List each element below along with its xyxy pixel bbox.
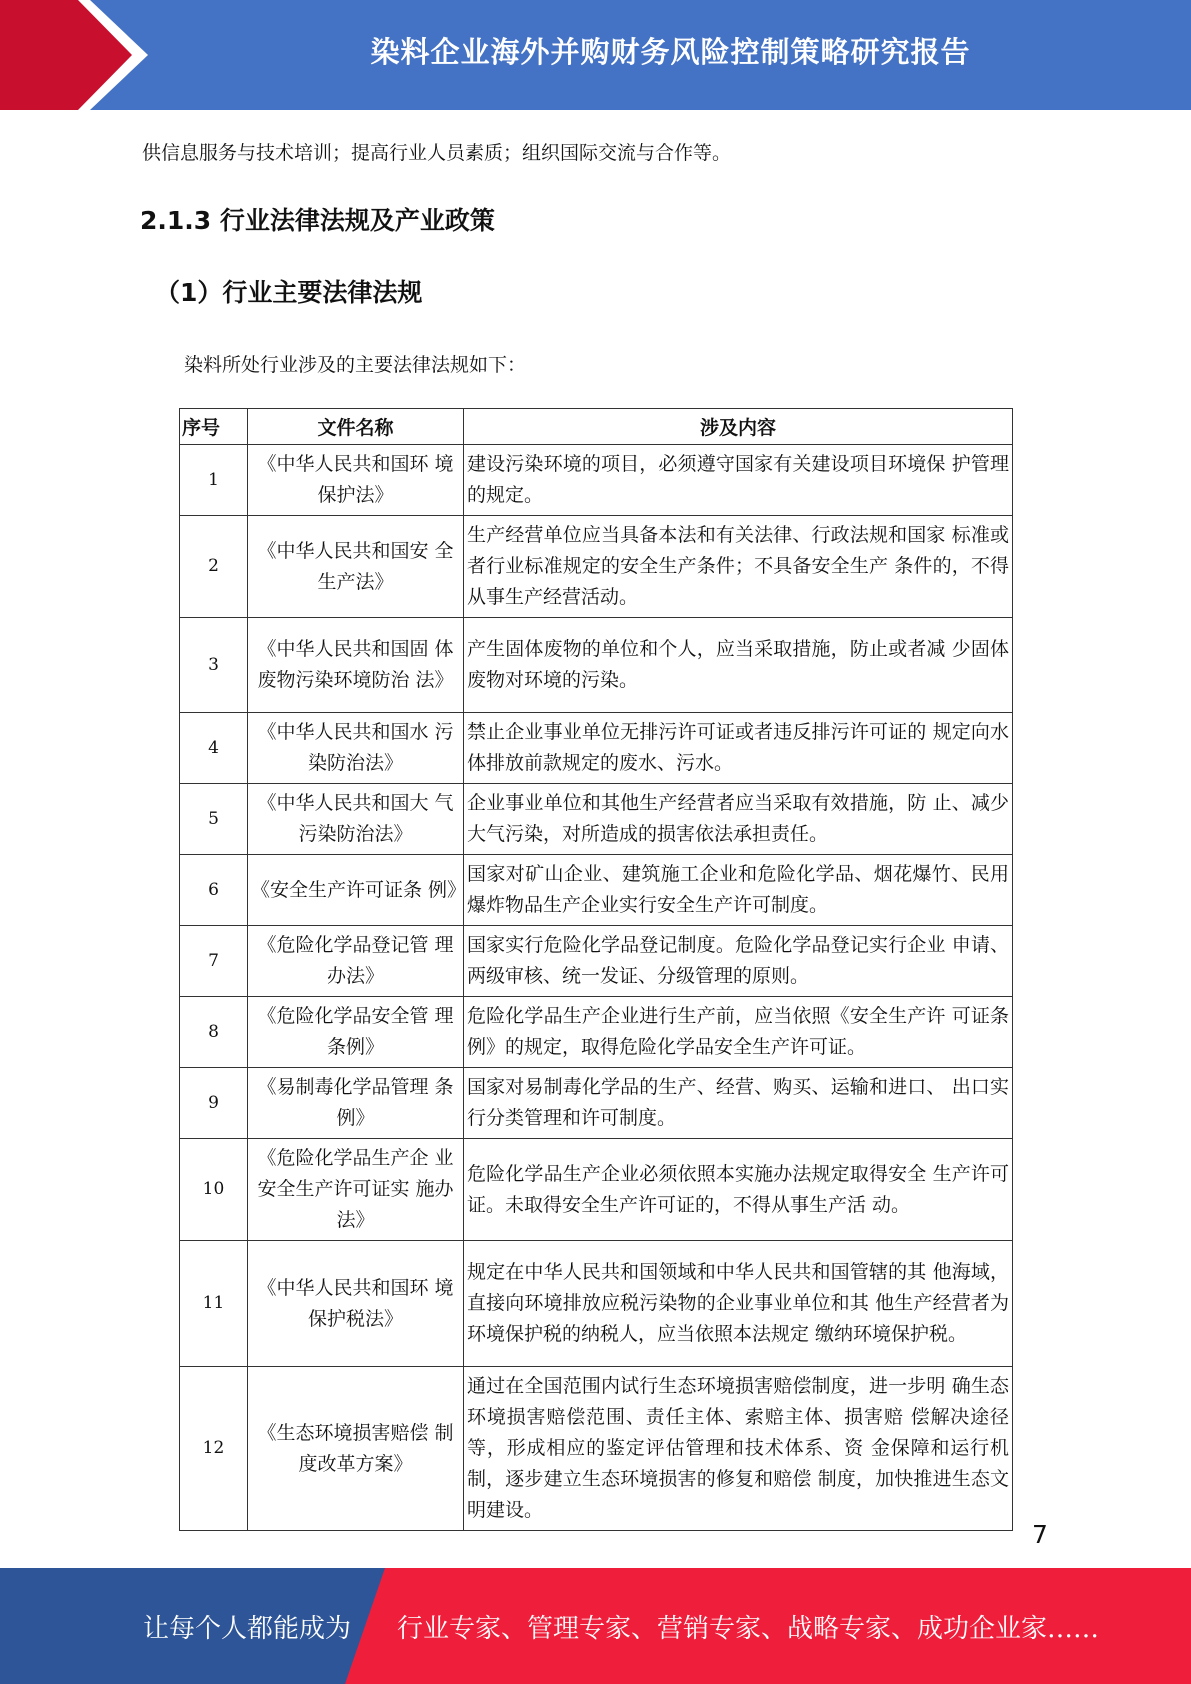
- row-content-cell: 企业事业单位和其他生产经营者应当采取有效措施，防 止、减少大气污染，对所造成的损害依法承担责任。: [464, 784, 1013, 855]
- row-number-cell: 11: [180, 1241, 248, 1367]
- row-number-cell: 4: [180, 713, 248, 784]
- row-name-cell: 《中华人民共和国环 境保护税法》: [248, 1241, 464, 1367]
- table-row: [180, 1068, 1013, 1139]
- table-row: [180, 1367, 1013, 1531]
- row-number-cell: 6: [180, 855, 248, 926]
- row-number-cell: 5: [180, 784, 248, 855]
- row-name-cell: 《中华人民共和国安 全生产法》: [248, 516, 464, 618]
- row-content-cell: 规定在中华人民共和国领域和中华人民共和国管辖的其 他海域，直接向环境排放应税污染物的企业事业单位和其 他生产经营者为环境保护税的纳税人，应当依照本法规定 缴纳环境保护税。: [464, 1241, 1013, 1367]
- page-number: 7: [1032, 1520, 1048, 1549]
- row-number-cell: 9: [180, 1068, 248, 1139]
- table-row: [180, 855, 1013, 926]
- row-content-cell: 危险化学品生产企业必须依照本实施办法规定取得安全 生产许可证。未取得安全生产许可证的，不得从事生产活 动。: [464, 1139, 1013, 1241]
- header-cell-name: 文件名称: [248, 409, 464, 445]
- row-name-cell: 《中华人民共和国环 境保护法》: [248, 445, 464, 516]
- header-title: 染料企业海外并购财务风险控制策略研究报告: [370, 34, 971, 69]
- row-name-cell: 《生态环境损害赔偿 制度改革方案》: [248, 1367, 464, 1531]
- row-name-cell: 《中华人民共和国大 气污染防治法》: [248, 784, 464, 855]
- table-intro: 染料所处行业涉及的主要法律法规如下：: [184, 354, 527, 376]
- row-content-cell: 国家对矿山企业、建筑施工企业和危险化学品、烟花爆竹、民用爆炸物品生产企业实行安全生产许可制度。: [464, 855, 1013, 926]
- table-body: [180, 445, 1013, 1531]
- row-number-cell: 1: [180, 445, 248, 516]
- row-name-cell: 《安全生产许可证条 例》: [248, 855, 464, 926]
- row-name-cell: 《危险化学品登记管 理办法》: [248, 926, 464, 997]
- row-name-cell: 《危险化学品生产企 业安全生产许可证实 施办法》: [248, 1139, 464, 1241]
- row-content-cell: 建设污染环境的项目，必须遵守国家有关建设项目环境保 护管理的规定。: [464, 445, 1013, 516]
- row-name-cell: 《中华人民共和国固 体废物污染环境防治 法》: [248, 618, 464, 713]
- row-number-cell: 8: [180, 997, 248, 1068]
- table-row: [180, 713, 1013, 784]
- row-name-cell: 《易制毒化学品管理 条例》: [248, 1068, 464, 1139]
- row-content-cell: 危险化学品生产企业进行生产前，应当依照《安全生产许 可证条例》的规定，取得危险化学品安全生产许可证。: [464, 997, 1013, 1068]
- table-row: [180, 516, 1013, 618]
- laws-table: [179, 408, 1013, 1531]
- header-cell-content: 涉及内容: [464, 409, 1013, 445]
- page-header: [0, 0, 1191, 110]
- table-row: [180, 997, 1013, 1068]
- intro-line: 供信息服务与技术培训；提高行业人员素质；组织国际交流与合作等。: [142, 142, 732, 164]
- table-row: [180, 784, 1013, 855]
- table-row: [180, 1241, 1013, 1367]
- sub-heading: （1）行业主要法律法规: [155, 278, 423, 307]
- row-content-cell: 国家对易制毒化学品的生产、经营、购买、运输和进口、 出口实行分类管理和许可制度。: [464, 1068, 1013, 1139]
- table-row: [180, 618, 1013, 713]
- page-footer: [0, 1568, 1191, 1684]
- row-name-cell: 《中华人民共和国水 污染防治法》: [248, 713, 464, 784]
- section-heading: 2.1.3 行业法律法规及产业政策: [140, 206, 495, 235]
- table-row: [180, 1139, 1013, 1241]
- header-cell-number: 序号: [180, 409, 248, 445]
- table-row: [180, 926, 1013, 997]
- row-content-cell: 国家实行危险化学品登记制度。危险化学品登记实行企业 申请、两级审核、统一发证、分级管理的原则。: [464, 926, 1013, 997]
- row-content-cell: 生产经营单位应当具备本法和有关法律、行政法规和国家 标准或者行业标准规定的安全生产条件；不具备安全生产 条件的，不得从事生产经营活动。: [464, 516, 1013, 618]
- row-name-cell: 《危险化学品安全管 理条例》: [248, 997, 464, 1068]
- row-content-cell: 通过在全国范围内试行生态环境损害赔偿制度，进一步明 确生态环境损害赔偿范围、责任主体、索赔主体、损害赔 偿解决途径等，形成相应的鉴定评估管理和技术体系、资 金保障和运行机制，逐步建立生态环境损害的修复和赔偿 制度，加快推进生态文明建设。: [464, 1367, 1013, 1531]
- table-header-row: [180, 409, 1013, 445]
- row-number-cell: 10: [180, 1139, 248, 1241]
- row-number-cell: 7: [180, 926, 248, 997]
- row-number-cell: 2: [180, 516, 248, 618]
- footer-slogan-left: 让每个人都能成为: [143, 1613, 352, 1644]
- table-row: [180, 445, 1013, 516]
- row-content-cell: 禁止企业事业单位无排污许可证或者违反排污许可证的 规定向水体排放前款规定的废水、污水。: [464, 713, 1013, 784]
- row-number-cell: 12: [180, 1367, 248, 1531]
- row-content-cell: 产生固体废物的单位和个人，应当采取措施，防止或者减 少固体废物对环境的污染。: [464, 618, 1013, 713]
- footer-slogan-right: 行业专家、管理专家、营销专家、战略专家、成功企业家……: [397, 1613, 1100, 1644]
- row-number-cell: 3: [180, 618, 248, 713]
